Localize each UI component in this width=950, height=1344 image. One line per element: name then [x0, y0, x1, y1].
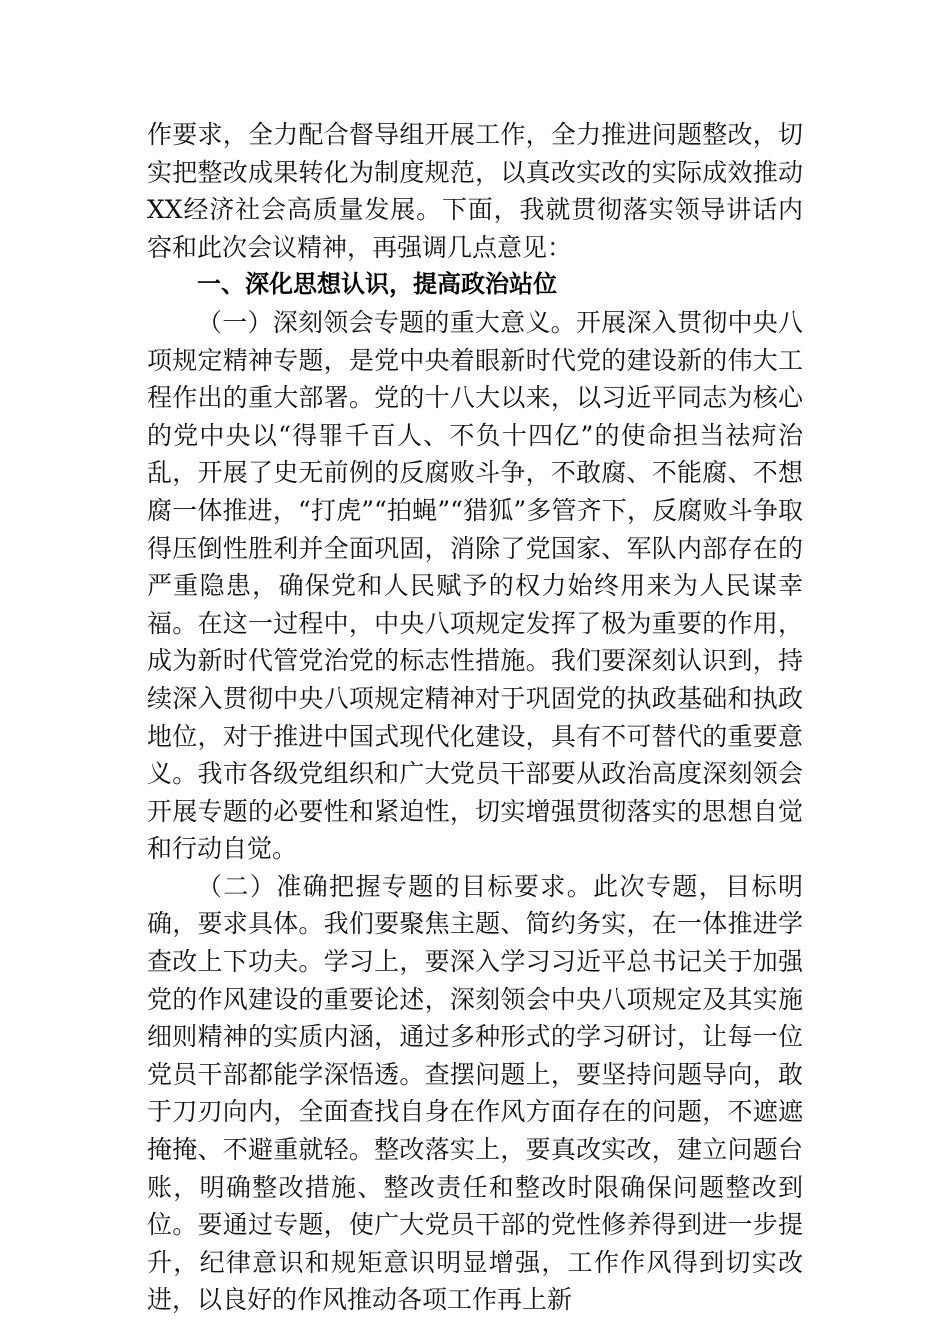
intro-paragraph: 作要求，全力配合督导组开展工作，全力推进问题整改，切实把整改成果转化为制度规范，以真改实改的实际成效推动XX经济社会高质量发展。下面，我就贯彻落实领导讲话内容和此次会议精神，再强调几点意见： — [147, 120, 803, 262]
section-2-lead: （二）准确把握专题的目标要求。 — [197, 871, 594, 901]
section-1-lead: （一）深刻领会专题的重大意义。 — [197, 307, 576, 337]
section-1-paragraph — [147, 304, 803, 868]
section-heading-1: 一、深化思想认识，提高政治站位 — [197, 270, 557, 299]
section-1-body: 开展深入贯彻中央八项规定精神专题，是党中央着眼新时代党的建设新的伟大工程作出的重大部署。党的十八大以来，以习近平同志为核心的党中央以“得罪千百人、不负十四亿”的使命担当祛疴治乱，开展了史无前例的反腐败斗争，不敢腐、不能腐、不想腐一体推进，“打虎”“拍蝇”“猎狐”多管齐下，反腐败斗争取得压倒性胜利并全面巩固，消除了党国家、军队内部存在的严重隐患，确保党和人民赋予的权力始终用来为人民谋幸福。在这一过程中，中央八项规定发挥了极为重要的作用，成为新时代管党治党的标志性措施。我们要深刻认识到，持续深入贯彻中央八项规定精神对于巩固党的执政基础和执政地位，对于推进中国式现代化建设，具有不可替代的重要意义。我市各级党组织和广大党员干部要从政治高度深刻领会开展专题的必要性和紧迫性，切实增强贯彻落实的思想自觉和行动自觉。 — [147, 307, 803, 864]
section-2-body: 此次专题，目标明确，要求具体。我们要聚焦主题、简约务实，在一体推进学查改上下功夫。学习上，要深入学习习近平总书记关于加强党的作风建设的重要论述，深刻领会中央八项规定及其实施细则精神的实质内涵，通过多种形式的学习研讨，让每一位党员干部都能学深悟透。查摆问题上，要坚持问题导向，敢于刀刃向内，全面查找自身在作风方面存在的问题，不遮遮掩掩、不避重就轻。整改落实上，要真改实改，建立问题台账，明确整改措施、整改责任和整改时限确保问题整改到位。要通过专题，使广大党员干部的党性修养得到进一步提升，纪律意识和规矩意识明显增强，工作作风得到切实改进，以良好的作风推动各项工作再上新 — [147, 871, 803, 1315]
document-body — [147, 116, 803, 1319]
section-2-paragraph — [147, 868, 803, 1319]
